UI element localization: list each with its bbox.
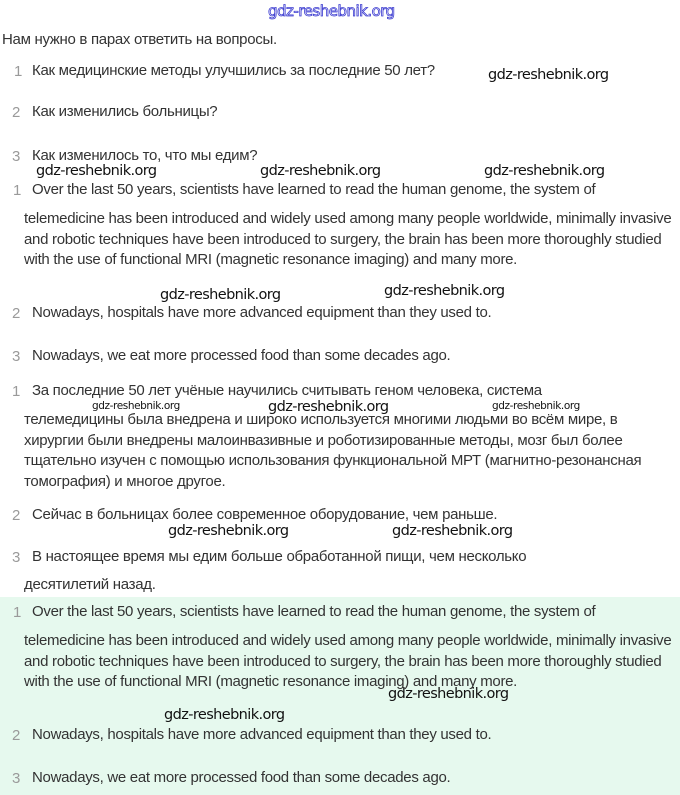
answer-number: 2 xyxy=(12,727,21,744)
watermark: gdz-reshebnik.org xyxy=(384,283,505,299)
question-text: Как изменилось то, что мы едим? xyxy=(32,147,258,164)
question-number: 3 xyxy=(12,148,21,165)
question-number: 1 xyxy=(14,63,23,80)
intro-text: Нам нужно в парах ответить на вопросы. xyxy=(2,31,277,48)
answer-text: Nowadays, hospitals have more advanced equipment than they used to. xyxy=(32,304,492,321)
question-text: Как изменились больницы? xyxy=(32,103,218,120)
top-watermark: gdz-reshebnik.org xyxy=(268,2,395,20)
watermark: gdz-reshebnik.org xyxy=(36,163,157,179)
answer-text-first-line: В настоящее время мы едим больше обработанной пищи, чем несколько xyxy=(32,548,527,565)
watermark: gdz-reshebnik.org xyxy=(268,399,389,415)
answer-text: телемедицины была внедрена и широко используется многими людьми во всём мире, в хирургии были внедрены малоинвазивные и роботизированные методы, мозг был более тщательно изучен с помощью использования функциональной МРТ (магнитно-резонансная томография) и многое другое. xyxy=(24,411,642,490)
answer-text-first-line: Over the last 50 years, scientists have learned to read the human genome, the system of xyxy=(32,603,596,620)
answer-text-first-line: Over the last 50 years, scientists have learned to read the human genome, the system of xyxy=(32,181,596,198)
question-number: 2 xyxy=(12,104,21,121)
watermark: gdz-reshebnik.org xyxy=(260,163,381,179)
watermark: gdz-reshebnik.org xyxy=(388,686,509,702)
answer-text: telemedicine has been introduced and widely used among many people worldwide, minimally invasive and robotic techniques have been introduced to surgery, the brain has been more thoroughly studied with the use of functional MRI (magnetic resonance imaging) and many more. xyxy=(24,210,672,268)
answer-number: 3 xyxy=(12,348,21,365)
answer-text: Nowadays, hospitals have more advanced equipment than they used to. xyxy=(32,726,492,743)
answer-number: 3 xyxy=(12,770,21,787)
answer-number: 2 xyxy=(12,305,21,322)
watermark: gdz-reshebnik.org xyxy=(92,400,180,412)
answer-text: Nowadays, we eat more processed food than some decades ago. xyxy=(32,347,451,364)
highlighted-answer-block xyxy=(0,597,680,795)
answer-text-first-line: За последние 50 лет учёные научились считывать геном человека, система xyxy=(32,382,542,399)
answer-text: Сейчас в больницах более современное оборудование, чем раньше. xyxy=(32,506,498,523)
watermark: gdz-reshebnik.org xyxy=(484,163,605,179)
watermark: gdz-reshebnik.org xyxy=(392,523,513,539)
answer-number: 3 xyxy=(12,549,21,566)
watermark: gdz-reshebnik.org xyxy=(168,523,289,539)
answer-number: 1 xyxy=(12,383,21,400)
answer-number: 1 xyxy=(13,182,22,199)
watermark: gdz-reshebnik.org xyxy=(164,707,285,723)
question-text: Как медицинские методы улучшились за последние 50 лет? xyxy=(32,62,435,79)
watermark: gdz-reshebnik.org xyxy=(160,287,281,303)
answer-number: 2 xyxy=(12,507,21,524)
answer-text: десятилетий назад. xyxy=(24,576,156,593)
answer-number: 1 xyxy=(13,604,22,621)
answer-text: telemedicine has been introduced and widely used among many people worldwide, minimally invasive and robotic techniques have been introduced to surgery, the brain has been more thoroughly studied with the use of functional MRI (magnetic resonance imaging) and many more. xyxy=(24,632,672,690)
answer-text: Nowadays, we eat more processed food than some decades ago. xyxy=(32,769,451,786)
watermark: gdz-reshebnik.org xyxy=(492,400,580,412)
watermark: gdz-reshebnik.org xyxy=(488,67,609,83)
